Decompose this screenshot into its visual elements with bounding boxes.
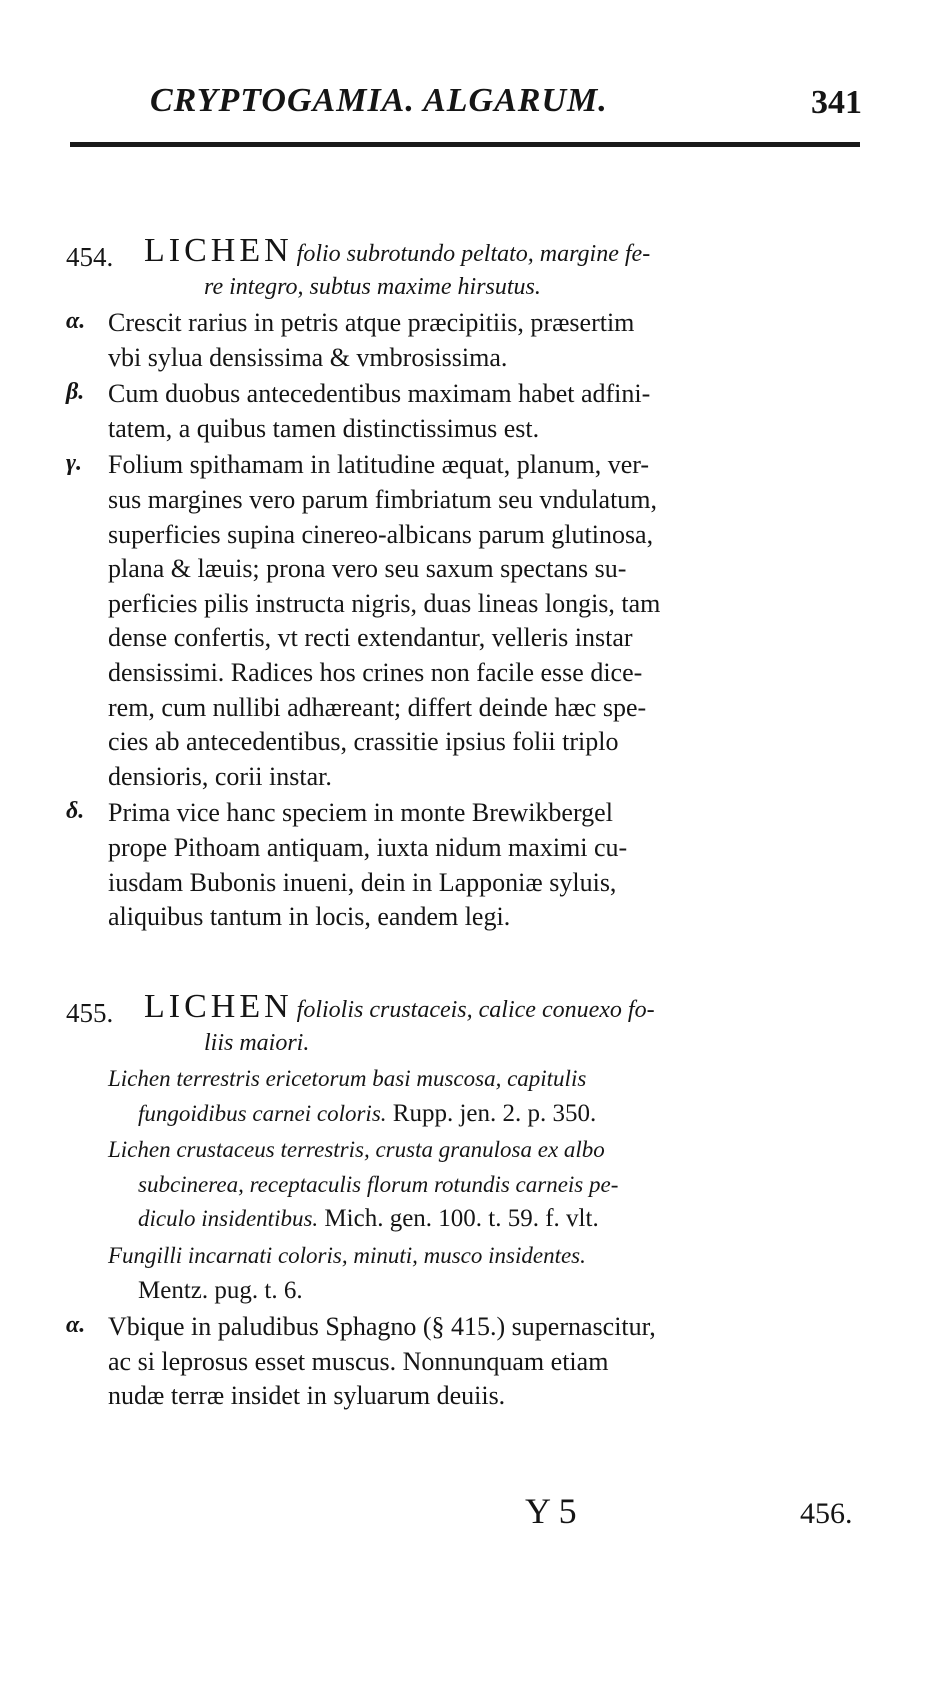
paragraph-delta bbox=[66, 796, 866, 934]
text-line: dense confertis, vt recti extendantur, velleris instar bbox=[108, 623, 633, 653]
text-line: superficies supina cinereo-albicans parum glutinosa, bbox=[108, 519, 654, 549]
synonym-line bbox=[108, 1239, 866, 1274]
paragraph-beta bbox=[66, 377, 866, 446]
text-line: rem, cum nullibi adhæreant; differt deinde hæc spe- bbox=[108, 692, 647, 722]
text-line: Prima vice hanc speciem in monte Brewikbergel bbox=[108, 798, 613, 828]
text-line: Cum duobus antecedentibus maximam habet adfini- bbox=[108, 379, 651, 409]
text-line: sus margines vero parum fimbriatum seu vndulatum, bbox=[108, 484, 658, 514]
genus-name: LICHEN bbox=[144, 232, 293, 269]
diagnosis-line: folio subrotundo peltato, margine fe- bbox=[296, 241, 651, 267]
synonym-citation: Mich. gen. 100. t. 59. f. vlt. bbox=[318, 1205, 599, 1233]
text-line: nudæ terræ insidet in syluarum deuiis. bbox=[108, 1381, 506, 1411]
paragraph-mark: β. bbox=[66, 379, 85, 406]
synonym-line bbox=[108, 1168, 866, 1203]
header-rule bbox=[70, 142, 860, 147]
page-number: 341 bbox=[811, 84, 862, 121]
synonym-italic: fungoidibus carnei coloris. bbox=[138, 1100, 387, 1126]
text-line: perficies pilis instructa nigris, duas lineas longis, tam bbox=[108, 588, 661, 618]
synonym-italic: Lichen crustaceus terrestris, crusta granulosa ex albo bbox=[108, 1137, 605, 1163]
synonym-line bbox=[108, 1274, 866, 1309]
paragraph-mark: α. bbox=[66, 1312, 86, 1339]
entry-454 bbox=[66, 232, 866, 935]
entry-heading bbox=[66, 988, 866, 1060]
text-line: densissimi. Radices hos crines non facile esse dice- bbox=[108, 657, 643, 687]
signature-mark: Y 5 bbox=[525, 1491, 577, 1531]
text-line: prope Pithoam antiquam, iuxta nidum maximi cu- bbox=[108, 832, 628, 862]
synonym-citation: Rupp. jen. 2. p. 350. bbox=[386, 1099, 597, 1127]
entry-heading bbox=[66, 232, 866, 304]
diagnosis-line: re integro, subtus maxime hirsutus. bbox=[204, 274, 541, 300]
paragraph-alpha bbox=[66, 306, 866, 375]
paragraph-gamma bbox=[66, 448, 866, 794]
synonym-line bbox=[108, 1133, 866, 1168]
paragraph-mark: γ. bbox=[66, 450, 82, 477]
text-line: plana & læuis; prona vero seu saxum spectans su- bbox=[108, 554, 627, 584]
synonym-italic: Fungilli incarnati coloris, minuti, musco insidentes. bbox=[108, 1242, 586, 1268]
running-head bbox=[150, 82, 862, 128]
synonym-mich bbox=[66, 1133, 866, 1237]
paragraph-mark: δ. bbox=[66, 798, 85, 825]
synonym-mentz bbox=[66, 1239, 866, 1308]
genus-name: LICHEN bbox=[144, 988, 293, 1025]
entry-number: 454. bbox=[66, 242, 114, 272]
synonym-line bbox=[108, 1202, 866, 1237]
text-line: vbi sylua densissima & vmbrosissima. bbox=[108, 342, 508, 372]
text-line: densioris, corii instar. bbox=[108, 761, 332, 791]
diagnosis-line: foliolis crustaceis, calice conuexo fo- bbox=[296, 997, 655, 1023]
paragraph-mark: α. bbox=[66, 308, 86, 334]
diagnosis-line: liis maiori. bbox=[204, 1030, 310, 1056]
text-line: ac si leprosus esset muscus. Nonnunquam etiam bbox=[108, 1346, 609, 1376]
paragraph-alpha bbox=[66, 1310, 866, 1414]
synonym-citation: Mentz. pug. t. 6. bbox=[138, 1276, 303, 1304]
text-line: aliquibus tantum in locis, eandem legi. bbox=[108, 902, 511, 932]
text-line: cies ab antecedentibus, crassitie ipsius folii triplo bbox=[108, 727, 619, 757]
entry-number: 455. bbox=[66, 998, 114, 1028]
synonym-rupp bbox=[66, 1062, 866, 1131]
text-line: tatem, a quibus tamen distinctissimus est. bbox=[108, 413, 540, 443]
running-title: CRYPTOGAMIA. ALGARUM. bbox=[150, 82, 608, 119]
synonym-italic: subcinerea, receptaculis florum rotundis carneis pe- bbox=[138, 1171, 619, 1197]
synonym-line bbox=[108, 1097, 866, 1132]
text-line: Vbique in paludibus Sphagno (§ 415.) supernascitur, bbox=[108, 1312, 656, 1342]
synonym-italic: Lichen terrestris ericetorum basi muscosa, capitulis bbox=[108, 1066, 587, 1091]
synonym-line bbox=[108, 1062, 866, 1097]
entry-455 bbox=[66, 988, 866, 1414]
catchword: 456. bbox=[800, 1497, 853, 1530]
text-line: Crescit rarius in petris atque præcipitiis, præsertim bbox=[108, 308, 635, 337]
synonym-italic: diculo insidentibus. bbox=[138, 1206, 319, 1232]
text-line: iusdam Bubonis inueni, dein in Lapponiæ syluis, bbox=[108, 867, 617, 897]
text-line: Folium spithamam in latitudine æquat, planum, ver- bbox=[108, 450, 650, 480]
